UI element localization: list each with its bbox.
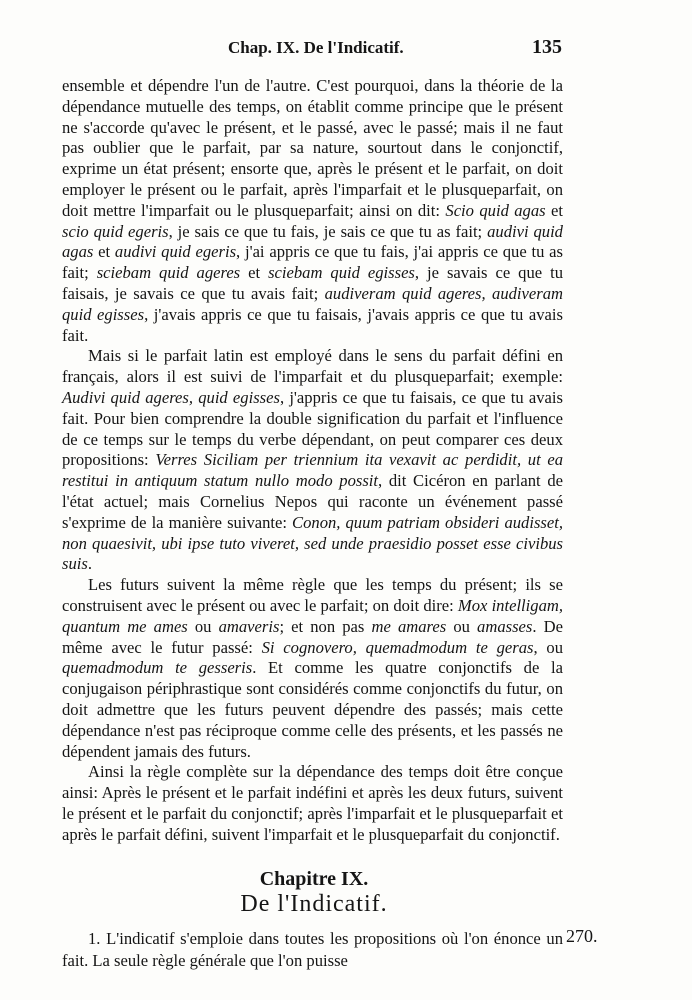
latin-example: Audivi quid ageres, quid egisses <box>62 387 280 407</box>
chapter-label: Chapitre IX. <box>259 868 369 890</box>
paragraph-4 <box>62 762 563 845</box>
body-text <box>62 76 563 845</box>
paragraph-3 <box>62 575 563 762</box>
text-run: Mais si le parfait latin est employé dans le sens du parfait défini en français, alors il est suivi de l'imparfait et du plusqueparfait; exemple: <box>62 346 563 387</box>
text-run: . De même avec le futur passé: <box>62 616 563 657</box>
text-run: Les futurs suivent la même règle que les temps du présent; ils se construisent avec le présent ou avec le parfait; on doit dire: <box>62 575 563 615</box>
text-run: , j'ai appris ce que tu fais, j'ai appris ce que tu as fait; <box>62 242 564 283</box>
paragraph-1 <box>62 76 563 346</box>
latin-example: audiveram quid ageres, audiveram quid egisses <box>62 283 564 324</box>
latin-example: Scio quid agas <box>445 200 546 220</box>
section-1-text: 1. L'indicatif s'emploie dans toutes les propositions où l'on énonce un fait. La seule règle générale que l'on puisse <box>62 929 563 970</box>
latin-example: audivi quid agas <box>62 221 563 262</box>
text-run: , j'appris ce que tu faisais, ce que tu avais fait. Pour bien comprendre la double signification du parfait et l'influence de ce temps sur le temps du verbe dépendant, on peut comparer ces deux propositions: <box>62 387 563 470</box>
running-head <box>0 38 692 62</box>
latin-example: scio quid egeris <box>62 221 169 241</box>
latin-example: Verres Siciliam per triennium ita vexavit ac perdidit, ut ea restitui in antiquum statum nullo modo possit <box>62 450 564 491</box>
page-number: 135 <box>532 36 562 58</box>
text-run: , je sais ce que tu fais, je sais ce que tu as fait; <box>168 221 488 241</box>
paragraph-2 <box>62 346 563 575</box>
latin-example: me amares <box>371 616 447 636</box>
text-run: . Et comme les quatre conjonctifs de la conjugaison périphrastique sont considérés comme conjonctifs du futur, on doit admettre que les futurs peuvent dépendre des passés; mais cette dépendance n'est pas réciproque comme celle des présents, et les passés ne dépendent jamais des futurs. <box>62 658 563 761</box>
margin-number: 270. <box>566 926 598 946</box>
text-run: ou <box>187 616 219 636</box>
latin-example: amaveris <box>218 616 280 636</box>
text-run: , j'avais appris ce que tu faisais, j'avais appris ce que tu avais fait. <box>62 304 563 345</box>
text-run: et <box>240 263 269 283</box>
text-run: , ou <box>533 637 563 657</box>
chapter-title: De l'Indicatif. <box>240 891 388 917</box>
text-run: ensemble et dépendre l'un de l'autre. C'est pourquoi, dans la théorie de la dépendance mutuelle des temps, on établit comme principe que le présent ne s'accorde qu'avec le présent, et le passé, avec le passé; mais il ne faut pas oublier que le parfait, par sa nature, sourtout dans le conjonctif, exprime un état présent; ensorte que, après le présent et le parfait, on doit employer le présent ou le parfait, après l'imparfait et le plusqueparfait, on doit mettre l'imparfait ou le plusqueparfait; ainsi on dit: <box>62 76 563 220</box>
latin-example: quemadmodum te gesseris <box>62 658 253 678</box>
text-run: et <box>545 200 564 220</box>
latin-example: amasses <box>477 616 533 636</box>
text-run: ou <box>446 616 478 636</box>
text-run: , dit Cicéron en parlant de l'état actuel; mais Cornelius Nepos qui raconte un événement passé s'exprime de la manière suivante: <box>62 471 563 532</box>
text-run: et <box>93 242 115 262</box>
latin-example: Mox intelligam, quantum me ames <box>62 595 564 636</box>
text-run: ; et non pas <box>279 616 372 636</box>
latin-example: sciebam quid ageres <box>96 263 241 283</box>
latin-example: Si cognovero, quemadmodum te geras <box>261 637 534 657</box>
section-1 <box>62 928 563 972</box>
latin-example: Conon, quum patriam obsideri audisset, non quaesivit, ubi ipse tuto viveret, sed unde praesidio posset esse civibus suis <box>62 512 563 574</box>
latin-example: audivi quid egeris <box>114 242 237 262</box>
text-run: . <box>87 554 92 574</box>
latin-example: sciebam quid egisses <box>268 263 415 283</box>
running-title: Chap. IX. De l'Indicatif. <box>228 38 404 57</box>
text-run: , je savais ce que tu faisais, je savais ce que tu avais fait; <box>62 263 564 303</box>
text-run: Ainsi la règle complète sur la dépendance des temps doit être conçue ainsi: Après le présent et le parfait indéfini et après les deux futurs, suivent le présent et le parfait du conjonctif; après l'imparfait et le plusqueparfait et après le parfait défini, suivent l'imparfait et le plusqueparfait du conjonctif. <box>62 762 563 844</box>
